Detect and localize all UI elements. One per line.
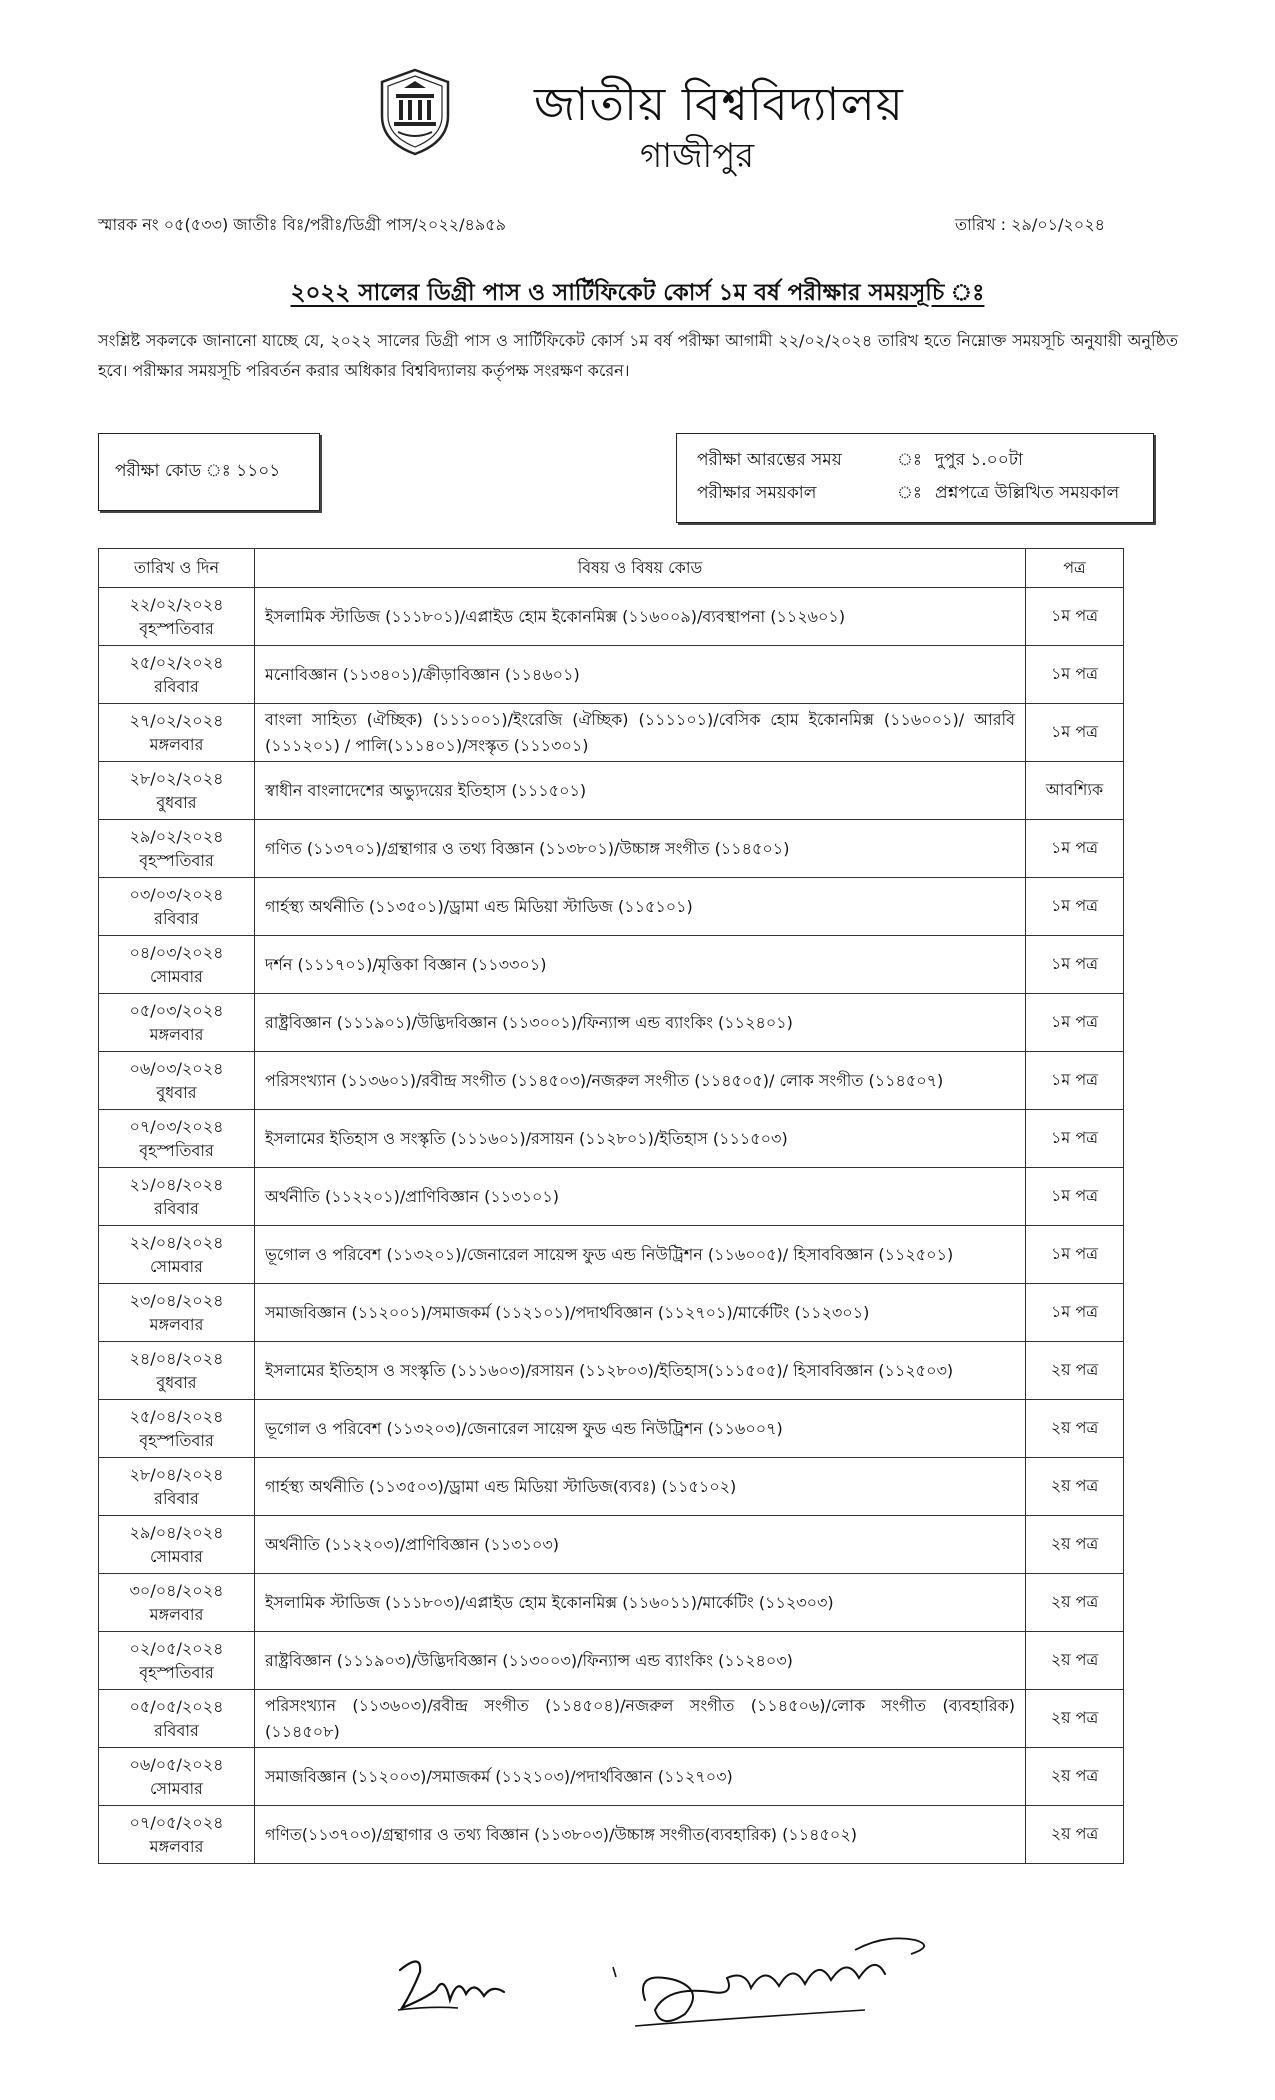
exam-day: মঙ্গলবার <box>149 1604 204 1624</box>
subject-cell: গণিত(১১৩৭০৩)/গ্রন্থাগার ও তথ্য বিজ্ঞান (১১৩৮০৩)/উচ্চাঙ্গ সংগীত(ব্যবহারিক) (১১৪৫০২) <box>255 1806 1026 1864</box>
subject-cell: ইসলামিক স্টাডিজ (১১১৮০১)/এপ্লাইড হোম ইকোনমিক্স (১১৬০০৯)/ব্যবস্থাপনা (১১২৬০১) <box>255 588 1026 646</box>
memo-number: স্মারক নং ০৫(৫৩৩) জাতীঃ বিঃ/পরীঃ/ডিগ্রী পাস/২০২২/৪৯৫৯ <box>98 215 507 234</box>
exam-code-box <box>98 433 320 511</box>
table-row <box>99 1168 1124 1226</box>
subject-cell: ইসলামিক স্টাডিজ (১১১৮০৩)/এপ্লাইড হোম ইকোনমিক্স (১১৬০১১)/মার্কেটিং (১১২৩০৩) <box>255 1574 1026 1632</box>
subject-cell: গার্হস্থ্য অর্থনীতি (১১৩৫০৩)/ড্রামা এন্ড মিডিয়া স্টাডিজ(ব্যবঃ) (১১৫১০২) <box>255 1458 1026 1516</box>
exam-day: মঙ্গলবার <box>149 734 204 754</box>
exam-date: ২২/০২/২০২৪ <box>129 594 224 614</box>
subject-cell: সমাজবিজ্ঞান (১১২০০৩)/সমাজকর্ম (১১২১০৩)/পদার্থবিজ্ঞান (১১২৭০৩) <box>255 1748 1026 1806</box>
paper-cell: ১ম পত্র <box>1026 1168 1124 1226</box>
table-row <box>99 704 1124 762</box>
paper-cell: ২য় পত্র <box>1026 1342 1124 1400</box>
date-day-cell <box>99 1574 255 1632</box>
subject-cell: পরিসংখ্যান (১১৩৬০১)/রবীন্দ্র সংগীত (১১৪৫০৩)/নজরুল সংগীত (১১৪৫০৫)/ লোক সংগীত (১১৪৫০৭) <box>255 1052 1026 1110</box>
subject-cell: সমাজবিজ্ঞান (১১২০০১)/সমাজকর্ম (১১২১০১)/পদার্থবিজ্ঞান (১১২৭০১)/মার্কেটিং (১১২৩০১) <box>255 1284 1026 1342</box>
subject-cell: রাষ্ট্রবিজ্ঞান (১১১৯০১)/উদ্ভিদবিজ্ঞান (১১৩০০১)/ফিন্যান্স এন্ড ব্যাংকিং (১১২৪০১) <box>255 994 1026 1052</box>
university-name: জাতীয় বিশ্ববিদ্যালয় <box>534 77 904 131</box>
paper-cell: ১ম পত্র <box>1026 1052 1124 1110</box>
subject-cell: গণিত (১১৩৭০১)/গ্রন্থাগার ও তথ্য বিজ্ঞান (১১৩৮০১)/উচ্চাঙ্গ সংগীত (১১৪৫০১) <box>255 820 1026 878</box>
duration-row <box>697 477 1153 510</box>
exam-date: ২৯/০২/২০২৪ <box>129 826 224 846</box>
exam-date: ২৫/০২/২০২৪ <box>129 652 224 672</box>
paper-cell: ২য় পত্র <box>1026 1574 1124 1632</box>
table-row <box>99 878 1124 936</box>
exam-day: বুধবার <box>156 1372 197 1392</box>
subject-cell: মনোবিজ্ঞান (১১৩৪০১)/ক্রীড়াবিজ্ঞান (১১৪৬০১) <box>255 646 1026 704</box>
paper-cell: ২য় পত্র <box>1026 1632 1124 1690</box>
table-row <box>99 820 1124 878</box>
exam-day: বুধবার <box>156 1082 197 1102</box>
exam-day: বৃহস্পতিবার <box>139 850 214 870</box>
header-paper: পত্র <box>1026 549 1124 588</box>
paper-cell: ১ম পত্র <box>1026 820 1124 878</box>
exam-date: ২৫/০৪/২০২৪ <box>129 1406 224 1426</box>
exam-date: ০৪/০৩/২০২৪ <box>129 942 224 962</box>
date-day-cell <box>99 1458 255 1516</box>
table-row <box>99 1052 1124 1110</box>
table-row <box>99 762 1124 820</box>
start-time-value: দুপুর ১.০০টা <box>935 449 1023 470</box>
exam-date: ২২/০৪/২০২৪ <box>129 1232 224 1252</box>
date-day-cell <box>99 1168 255 1226</box>
paper-cell: ২য় পত্র <box>1026 1400 1124 1458</box>
header-subject-code: বিষয় ও বিষয় কোড <box>255 549 1026 588</box>
date-day-cell <box>99 1110 255 1168</box>
exam-day: বৃহস্পতিবার <box>139 1140 214 1160</box>
exam-date: ০৭/০৫/২০২৪ <box>129 1812 224 1832</box>
exam-date: ০৬/০৩/২০২৪ <box>129 1058 224 1078</box>
table-row <box>99 1284 1124 1342</box>
issue-date: তারিখ : ২৯/০১/২০২৪ <box>954 215 1105 234</box>
exam-date: ২১/০৪/২০২৪ <box>129 1174 224 1194</box>
subject-cell: স্বাধীন বাংলাদেশের অভ্যুদয়ের ইতিহাস (১১১৫০১) <box>255 762 1026 820</box>
date-day-cell <box>99 994 255 1052</box>
paper-cell: ১ম পত্র <box>1026 994 1124 1052</box>
exam-timing-box <box>676 433 1154 523</box>
table-row <box>99 1226 1124 1284</box>
exam-day: রবিবার <box>154 908 199 928</box>
exam-day: সোমবার <box>150 1256 203 1276</box>
subject-cell: ইসলামের ইতিহাস ও সংস্কৃতি (১১১৬০৩)/রসায়ন (১১২৮০৩)/ইতিহাস(১১১৫০৫)/ হিসাববিজ্ঞান (১১২৫০৩) <box>255 1342 1026 1400</box>
date-day-cell <box>99 1690 255 1748</box>
date-day-cell <box>99 588 255 646</box>
table-row <box>99 994 1124 1052</box>
exam-day: সোমবার <box>150 966 203 986</box>
table-row <box>99 1632 1124 1690</box>
table-row <box>99 936 1124 994</box>
paper-cell: ১ম পত্র <box>1026 1284 1124 1342</box>
subject-cell: ভূগোল ও পরিবেশ (১১৩২০১)/জেনারেল সায়েন্স ফুড এন্ড নিউট্রিশন (১১৬০০৫)/ হিসাববিজ্ঞান (১১২৫০১) <box>255 1226 1026 1284</box>
paper-cell: ১ম পত্র <box>1026 936 1124 994</box>
start-time-colon: ঃ <box>897 449 922 470</box>
exam-day: সোমবার <box>150 1546 203 1566</box>
table-row <box>99 1748 1124 1806</box>
exam-day: মঙ্গলবার <box>149 1314 204 1334</box>
date-day-cell <box>99 1284 255 1342</box>
paper-cell: ১ম পত্র <box>1026 878 1124 936</box>
exam-day: মঙ্গলবার <box>149 1024 204 1044</box>
handwritten-signature-icon <box>392 1950 520 2020</box>
exam-day: সোমবার <box>150 1778 203 1798</box>
date-day-cell <box>99 1632 255 1690</box>
subject-cell: বাংলা সাহিত্য (ঐচ্ছিক) (১১১০০১)/ইংরেজি (ঐচ্ছিক) (১১১১০১)/বেসিক হোম ইকোনমিক্স (১১৬০০১)/ আরবি (১১১২০১) / পালি(১১১৪০১)/সংস্কৃত (১১১৩০১) <box>255 704 1026 762</box>
subject-cell: অর্থনীতি (১১২২০৩)/প্রাণিবিজ্ঞান (১১৩১০৩) <box>255 1516 1026 1574</box>
paper-cell: ২য় পত্র <box>1026 1458 1124 1516</box>
date-day-cell <box>99 1226 255 1284</box>
paper-cell: ১ম পত্র <box>1026 704 1124 762</box>
university-seal-icon <box>378 66 452 158</box>
date-day-cell <box>99 1806 255 1864</box>
exam-date: ২৯/০৪/২০২৪ <box>129 1522 224 1542</box>
date-day-cell <box>99 646 255 704</box>
paper-cell: আবশ্যিক <box>1026 762 1124 820</box>
date-day-cell <box>99 820 255 878</box>
subject-cell: ভূগোল ও পরিবেশ (১১৩২০৩)/জেনারেল সায়েন্স ফুড এন্ড নিউট্রিশন (১১৬০০৭) <box>255 1400 1026 1458</box>
exam-schedule-table <box>98 548 1124 1864</box>
paper-cell: ২য় পত্র <box>1026 1690 1124 1748</box>
exam-date: ২৭/০২/২০২৪ <box>129 710 224 730</box>
start-time-row <box>697 444 1153 477</box>
duration-colon: ঃ <box>897 482 922 503</box>
exam-date: ২৩/০৪/২০২৪ <box>129 1290 224 1310</box>
intro-paragraph: সংশ্লিষ্ট সকলকে জানানো যাচ্ছে যে, ২০২২ সালের ডিগ্রী পাস ও সার্টিফিকেট কোর্স ১ম বর্ষ পরীক্ষা আগামী ২২/০২/২০২৪ তারিখ হতে নিম্নোক্ত সময়সূচি অনুযায়ী অনুষ্ঠিত হবে। পরীক্ষার সময়সূচি পরিবর্তন করার অধিকার বিশ্ববিদ্যালয় কর্তৃপক্ষ সংরক্ষণ করেন। <box>98 331 1178 380</box>
subject-cell: ইসলামের ইতিহাস ও সংস্কৃতি (১১১৬০১)/রসায়ন (১১২৮০১)/ইতিহাস (১১১৫০৩) <box>255 1110 1026 1168</box>
exam-day: বুধবার <box>156 792 197 812</box>
exam-day: মঙ্গলবার <box>149 1836 204 1856</box>
exam-date: ৩০/০৪/২০২৪ <box>129 1580 224 1600</box>
date-day-cell <box>99 936 255 994</box>
exam-date: ০৫/০৩/২০২৪ <box>129 1000 224 1020</box>
exam-date: ০৫/০৫/২০২৪ <box>129 1696 224 1716</box>
date-day-cell <box>99 1342 255 1400</box>
table-row <box>99 1400 1124 1458</box>
paper-cell: ১ম পত্র <box>1026 1110 1124 1168</box>
duration-value: প্রশ্নপত্রে উল্লিখিত সময়কাল <box>935 482 1120 503</box>
exam-date: ০৭/০৩/২০২৪ <box>129 1116 224 1136</box>
exam-code: পরীক্ষা কোড ঃ ১১০১ <box>115 461 281 481</box>
table-row <box>99 646 1124 704</box>
table-row <box>99 1806 1124 1864</box>
exam-day: রবিবার <box>154 676 199 696</box>
table-row <box>99 1458 1124 1516</box>
university-city: গাজীপুর <box>640 136 755 176</box>
subject-cell: অর্থনীতি (১১২২০১)/প্রাণিবিজ্ঞান (১১৩১০১) <box>255 1168 1026 1226</box>
exam-date: ২৮/০৪/২০২৪ <box>129 1464 224 1484</box>
exam-date: ০২/০৫/২০২৪ <box>129 1638 224 1658</box>
date-day-cell <box>99 1516 255 1574</box>
subject-cell: দর্শন (১১১৭০১)/মৃত্তিকা বিজ্ঞান (১১৩৩০১) <box>255 936 1026 994</box>
table-row <box>99 1690 1124 1748</box>
start-time-label: পরীক্ষা আরম্ভের সময় <box>697 449 842 470</box>
table-row <box>99 1516 1124 1574</box>
exam-day: বৃহস্পতিবার <box>139 1662 214 1682</box>
date-day-cell <box>99 1052 255 1110</box>
date-day-cell <box>99 762 255 820</box>
subject-cell: গার্হস্থ্য অর্থনীতি (১১৩৫০১)/ড্রামা এন্ড মিডিয়া স্টাডিজ (১১৫১০১) <box>255 878 1026 936</box>
paper-cell: ২য় পত্র <box>1026 1516 1124 1574</box>
exam-date: ০৩/০৩/২০২৪ <box>129 884 224 904</box>
table-row <box>99 588 1124 646</box>
handwritten-signature-icon <box>615 1930 945 2040</box>
subject-cell: রাষ্ট্রবিজ্ঞান (১১১৯০৩)/উদ্ভিদবিজ্ঞান (১১৩০০৩)/ফিন্যান্স এন্ড ব্যাংকিং (১১২৪০৩) <box>255 1632 1026 1690</box>
table-row <box>99 1574 1124 1632</box>
subject-cell: পরিসংখ্যান (১১৩৬০৩)/রবীন্দ্র সংগীত (১১৪৫০৪)/নজরুল সংগীত (১১৪৫০৬)/লোক সংগীত (ব্যবহারিক) (১১৪৫০৮) <box>255 1690 1026 1748</box>
exam-date: ২৮/০২/২০২৪ <box>129 768 224 788</box>
duration-label: পরীক্ষার সময়কাল <box>697 482 817 503</box>
paper-cell: ১ম পত্র <box>1026 588 1124 646</box>
table-row <box>99 1342 1124 1400</box>
exam-date: ২৪/০৪/২০২৪ <box>129 1348 224 1368</box>
exam-day: রবিবার <box>154 1488 199 1508</box>
paper-cell: ২য় পত্র <box>1026 1748 1124 1806</box>
paper-cell: ১ম পত্র <box>1026 1226 1124 1284</box>
date-day-cell <box>99 1400 255 1458</box>
exam-date: ০৬/০৫/২০২৪ <box>129 1754 224 1774</box>
exam-day: বৃহস্পতিবার <box>139 1430 214 1450</box>
exam-day: রবিবার <box>154 1720 199 1740</box>
exam-day: বৃহস্পতিবার <box>139 618 214 638</box>
date-day-cell <box>99 1748 255 1806</box>
table-row <box>99 1110 1124 1168</box>
header-date-day: তারিখ ও দিন <box>99 549 255 588</box>
date-day-cell <box>99 878 255 936</box>
table-header-row <box>99 549 1124 588</box>
paper-cell: ১ম পত্র <box>1026 646 1124 704</box>
document-title: ২০২২ সালের ডিগ্রী পাস ও সার্টিফিকেট কোর্স ১ম বর্ষ পরীক্ষার সময়সূচি ঃ <box>290 280 985 306</box>
date-day-cell <box>99 704 255 762</box>
exam-day: রবিবার <box>154 1198 199 1218</box>
paper-cell: ২য় পত্র <box>1026 1806 1124 1864</box>
